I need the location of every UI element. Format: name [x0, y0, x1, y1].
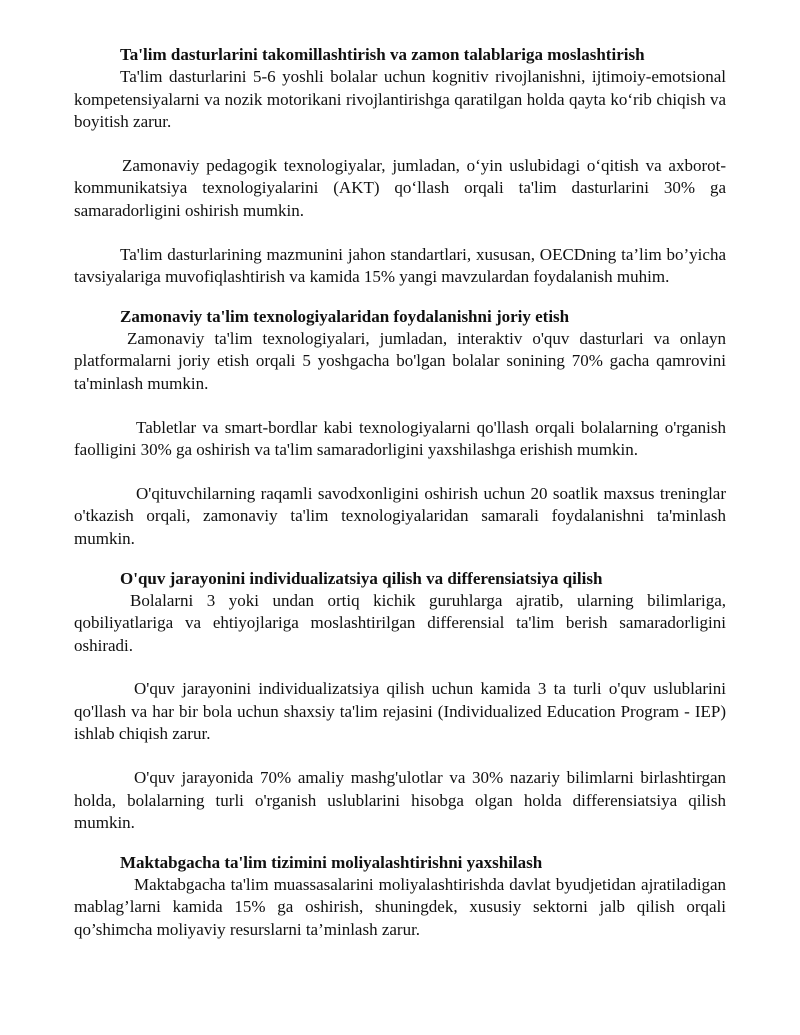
section-heading: O'quv jarayonini individualizatsiya qilish va differensiatsiya qilish [120, 568, 603, 588]
document-page [74, 44, 726, 942]
paragraph: O'quv jarayonida 70% amaliy mashg'ulotlar va 30% nazariy bilimlarni birlashtirgan holda, bolalarning turli o'rganish uslublarini hisobga olgan holda differensiatsiya qilish mumkin. [74, 768, 726, 833]
section-heading: Maktabgacha ta'lim tizimini moliyalashtirishni yaxshilash [120, 852, 543, 872]
paragraph: Ta'lim dasturlarining mazmunini jahon standartlari, xususan, OECDning ta’lim bo’yicha tavsiyalariga muvofiqlashtirish va kamida 15% yangi mavzulardan foydalanish muhim. [74, 244, 726, 287]
paragraph: O'qituvchilarning raqamli savodxonligini oshirish uchun 20 soatlik maxsus treninglar o'tkazish orqali, zamonaviy ta'lim texnologiyalaridan samarali foydalanishni ta'minlash mumkin. [74, 483, 726, 548]
paragraph: Zamonaviy pedagogik texnologiyalar, jumladan, o‘yin uslubidagi o‘qitish va axborot-kommunikatsiya texnologiyalarini (AKT) qo‘llash orqali ta'lim dasturlarini 30% ga samaradorligini oshirish mumkin. [74, 155, 726, 220]
paragraph: Maktabgacha ta'lim muassasalarini moliyalashtirishda davlat byudjetidan ajratiladigan mablag’larni kamida 15% ga oshirish, shuningdek, xususiy sektorni jalb qilish orqali qo’shimcha moliyaviy resurslarni ta’minlash zarur. [74, 874, 726, 940]
paragraph: Tabletlar va smart-bordlar kabi texnologiyalarni qo'llash orqali bolalarning o'rganish faolligini 30% ga oshirish va ta'lim samaradorligini yaxshilashga erishish mumkin. [74, 417, 726, 460]
paragraph: Bolalarni 3 yoki undan ortiq kichik guruhlarga ajratib, ularning bilimlariga, qobiliyatlariga va ehtiyojlariga moslashtirilgan differensial ta'lim berish samaradorligini oshiradi. [74, 590, 726, 655]
section-heading: Ta'lim dasturlarini takomillashtirish va zamon talablariga moslashtirish [120, 45, 645, 64]
paragraph: Zamonaviy ta'lim texnologiyalari, jumladan, interaktiv o'quv dasturlari va onlayn platformalarni joriy etish orqali 5 yoshgacha bo'lgan bolalar sonining 70% gacha qamrovini ta'minlash mumkin. [74, 328, 726, 393]
paragraph: Ta'lim dasturlarini 5-6 yoshli bolalar uchun kognitiv rivojlanishni, ijtimoiy-emotsional kompetensiyalarni va nozik motorikani rivojlantirishga qaratilgan holda qayta ko‘rib chiqish va boyitish zarur. [74, 67, 726, 132]
paragraph: O'quv jarayonini individualizatsiya qilish uchun kamida 3 ta turli o'quv uslublarini qo'llash va har bir bola uchun shaxsiy ta'lim rejasini (Individualized Education Program - IEP) ishlab chiqish zarur. [74, 679, 726, 744]
section-heading: Zamonaviy ta'lim texnologiyalaridan foydalanishni joriy etish [120, 306, 570, 326]
